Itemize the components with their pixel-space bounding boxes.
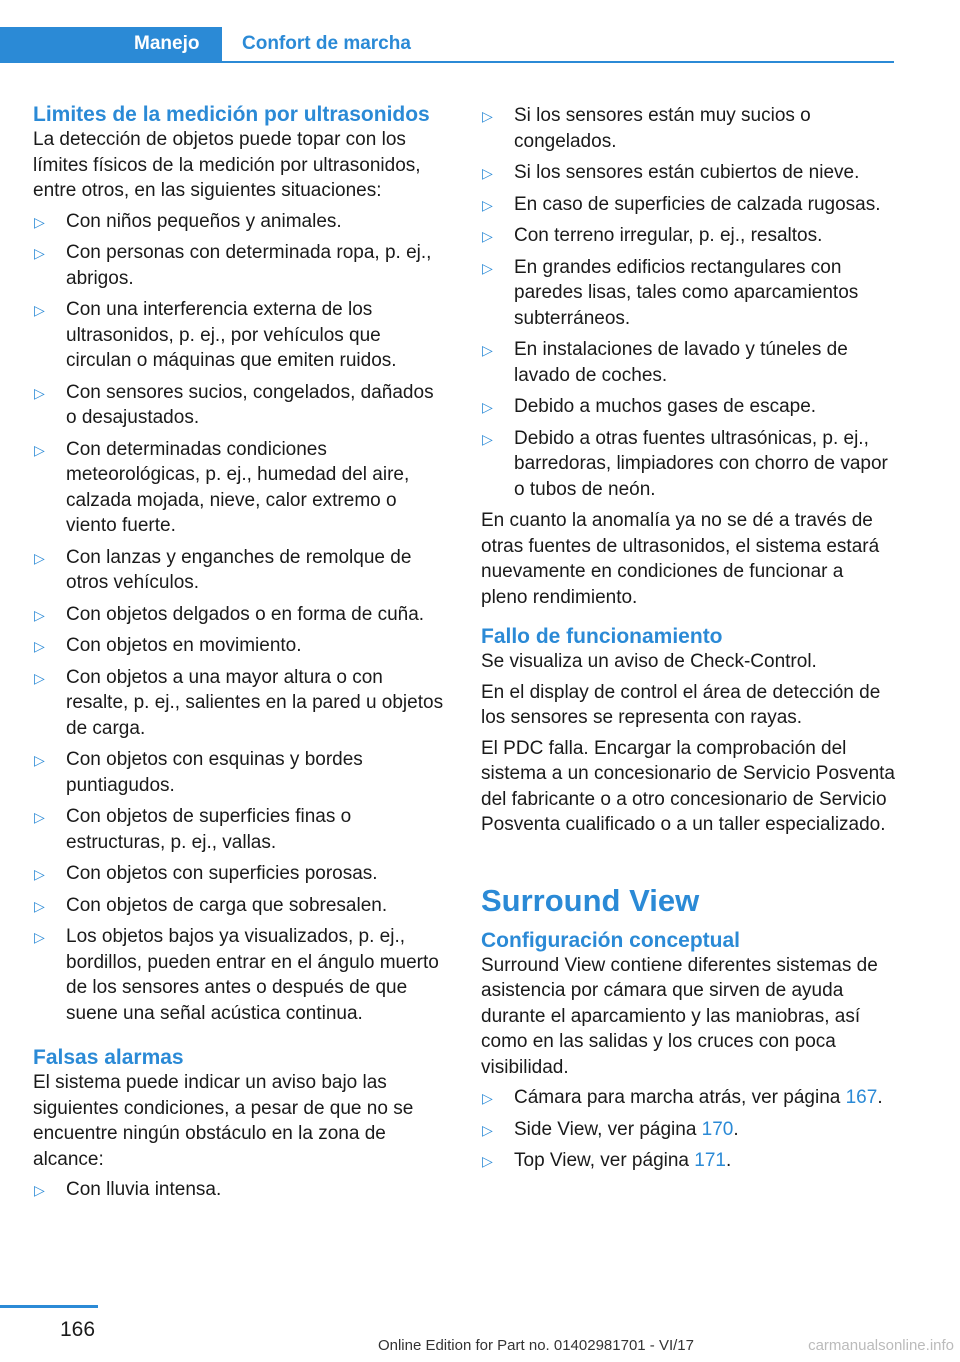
triangle-bullet-icon: ▷ [34, 384, 45, 401]
chapter-title-surround-view: Surround View [481, 882, 700, 918]
triangle-bullet-icon: ▷ [482, 1121, 493, 1138]
triangle-bullet-icon: ▷ [34, 929, 45, 945]
triangle-bullet-icon: ▷ [482, 1090, 493, 1106]
link-item-text: Side View, ver página [514, 1118, 702, 1140]
list-item [33, 545, 447, 596]
list-item-text: Si los sensores están cubiertos de nieve. [514, 162, 860, 183]
list-item [481, 426, 895, 503]
list-item-text: En caso de superficies de calzada rugosas. [514, 193, 881, 215]
list-item-text: En grandes edificios rectangulares con paredes lisas, tales como aparcamientos subterráneos. [514, 256, 859, 329]
list-item-text: Con objetos a una mayor altura o con resalte, p. ej., salientes en la pared u objetos de carga. [66, 666, 444, 739]
false-alarms-paragraph: El sistema puede indicar un aviso bajo las siguientes condiciones, a pesar de que no se encuentre ningún obstáculo en la zona de alcance: [33, 1072, 414, 1170]
list-item-text: En instalaciones de lavado y túneles de lavado de coches. [514, 339, 848, 386]
link-suffix: . [725, 1150, 732, 1171]
triangle-bullet-icon: ▷ [34, 638, 45, 654]
list-item [33, 209, 447, 235]
list-item-text: Con niños pequeños y animales. [66, 210, 342, 232]
link-suffix: . [877, 1087, 883, 1108]
list-item-text: Con sensores sucios, congelados, dañados o desajustados. [66, 381, 434, 428]
page-link[interactable]: 170 [701, 1118, 734, 1140]
list-item-text: Si los sensores están muy sucios o congelados. [514, 105, 811, 152]
section-title-falsas-alarmas: Falsas alarmas [33, 1046, 184, 1069]
tab-manejo[interactable]: Manejo [0, 27, 222, 61]
list-item [481, 160, 895, 186]
page-link[interactable]: 167 [845, 1087, 878, 1108]
footer-rule [0, 1305, 98, 1308]
list-item [481, 255, 895, 332]
list-item [33, 1177, 447, 1203]
edition-note: Online Edition for Part no. 01402981701 - VI/17 [377, 1337, 694, 1354]
list-item-text: Con objetos con superficies porosas. [66, 863, 378, 884]
list-item [481, 337, 895, 388]
list-item [33, 804, 447, 855]
list-item-text: Con objetos con esquinas y bordes puntiagudos. [66, 749, 363, 796]
list-item [33, 240, 447, 291]
triangle-bullet-icon: ▷ [34, 441, 45, 458]
tab-confort-de-marcha[interactable]: Confort de marcha [242, 33, 411, 54]
list-item-text: Debido a otras fuentes ultrasónicas, p. ej., barredoras, limpiadores con chorro de vapor o tubos de neón. [514, 427, 888, 500]
fault-paragraph-1: Se visualiza un aviso de Check-Control. [481, 651, 817, 672]
triangle-bullet-icon: ▷ [482, 228, 493, 244]
list-item [33, 861, 447, 887]
section-title-fallo: Fallo de funcionamiento [481, 625, 723, 648]
fault-paragraph-2: En el display de control el área de detección de los sensores se representa con rayas. [481, 681, 881, 728]
triangle-bullet-icon: ▷ [482, 342, 493, 358]
list-item [33, 602, 447, 628]
list-item [33, 893, 447, 919]
section-title-limites: Limites de la medición por ultrasonidos [33, 103, 430, 126]
triangle-bullet-icon: ▷ [34, 669, 45, 686]
list-item-text: Con objetos de superficies finas o estructuras, p. ej., vallas. [66, 806, 352, 853]
list-item [481, 1117, 895, 1143]
page-link[interactable]: 171 [694, 1150, 726, 1171]
list-item [33, 633, 447, 659]
triangle-bullet-icon: ▷ [482, 108, 493, 124]
list-item-text: Con personas con determinada ropa, p. ej., abrigos. [66, 242, 432, 289]
triangle-bullet-icon: ▷ [34, 809, 45, 825]
list-item [481, 394, 895, 420]
list-item-text: Con lanzas y enganches de remolque de otros vehículos. [66, 546, 412, 593]
list-item-text: Con objetos de carga que sobresalen. [66, 894, 388, 916]
camera-links-list [481, 1085, 895, 1174]
surround-view-paragraph: Surround View contiene diferentes sistemas de asistencia por cámara que sirven de ayuda durante el aparcamiento y las maniobras, así como en las salidas y los cruces con poca visibilidad. [481, 954, 878, 1078]
triangle-bullet-icon: ▷ [482, 430, 493, 447]
left-column [33, 103, 447, 1209]
list-item [481, 223, 895, 249]
triangle-bullet-icon: ▷ [34, 213, 45, 230]
recovery-paragraph: En cuanto la anomalía ya no se dé a través de otras fuentes de ultrasonidos, el sistema estará nuevamente en condiciones de funcionar a pleno rendimiento. [481, 510, 880, 608]
list-item [481, 192, 895, 218]
list-item [33, 747, 447, 798]
limitations-list [33, 209, 447, 1027]
list-item [33, 380, 447, 431]
list-item-text: Los objetos bajos ya visualizados, p. ej., bordillos, pueden entrar en el ángulo muerto de los sensores antes o después de que suene una señal acústica continua. [66, 926, 439, 1024]
page-number: 166 [60, 1318, 96, 1341]
fault-paragraph-3: El PDC falla. Encargar la comprobación del sistema a un concesionario de Servicio Posventa del fabricante o a otro concesionario de Servicio Posventa cualificado o a un taller especializado. [481, 737, 896, 835]
triangle-bullet-icon: ▷ [34, 1182, 45, 1198]
list-item [33, 665, 447, 742]
list-item [481, 1148, 895, 1174]
list-item-text: Con objetos delgados o en forma de cuña. [66, 603, 425, 625]
triangle-bullet-icon: ▷ [34, 606, 45, 623]
triangle-bullet-icon: ▷ [482, 165, 493, 181]
list-item [33, 297, 447, 374]
false-alarms-list [33, 1177, 447, 1203]
triangle-bullet-icon: ▷ [34, 897, 45, 914]
triangle-bullet-icon: ▷ [34, 302, 45, 318]
triangle-bullet-icon: ▷ [482, 399, 493, 415]
watermark: carmanualsonline.info [808, 1337, 954, 1354]
list-item-text: Con lluvia intensa. [66, 1179, 222, 1200]
list-item-text: Con objetos en movimiento. [66, 635, 302, 656]
triangle-bullet-icon: ▷ [482, 259, 493, 276]
triangle-bullet-icon: ▷ [482, 196, 493, 213]
triangle-bullet-icon: ▷ [482, 1153, 493, 1169]
list-item [481, 103, 895, 154]
section-title-configuracion: Configuración conceptual [481, 928, 741, 952]
list-item-text: Con una interferencia externa de los ultrasonidos, p. ej., por vehículos que circulan o máquinas que emiten ruidos. [66, 299, 397, 371]
link-item-text: Top View, ver página [514, 1150, 695, 1171]
triangle-bullet-icon: ▷ [34, 245, 45, 261]
list-item-text: Debido a muchos gases de escape. [514, 396, 817, 417]
link-suffix: . [733, 1118, 739, 1140]
false-alarms-list-continued [481, 103, 895, 502]
list-item-text: Con terreno irregular, p. ej., resaltos. [514, 225, 823, 246]
triangle-bullet-icon: ▷ [34, 866, 45, 882]
list-item [33, 924, 447, 1026]
header-rule [0, 61, 894, 63]
list-item [33, 437, 447, 539]
list-item [481, 1085, 895, 1111]
list-item-text: Con determinadas condiciones meteorológicas, p. ej., humedad del aire, calzada mojada, nieve, calor extremo o viento fuerte. [66, 438, 410, 536]
triangle-bullet-icon: ▷ [34, 549, 45, 566]
intro-paragraph: La detección de objetos puede topar con los límites físicos de la medición por ultrasonidos, entre otros, en las siguientes situaciones: [33, 129, 421, 201]
right-column [481, 103, 895, 1180]
link-item-text: Cámara para marcha atrás, ver página [514, 1087, 846, 1108]
triangle-bullet-icon: ▷ [34, 752, 45, 768]
